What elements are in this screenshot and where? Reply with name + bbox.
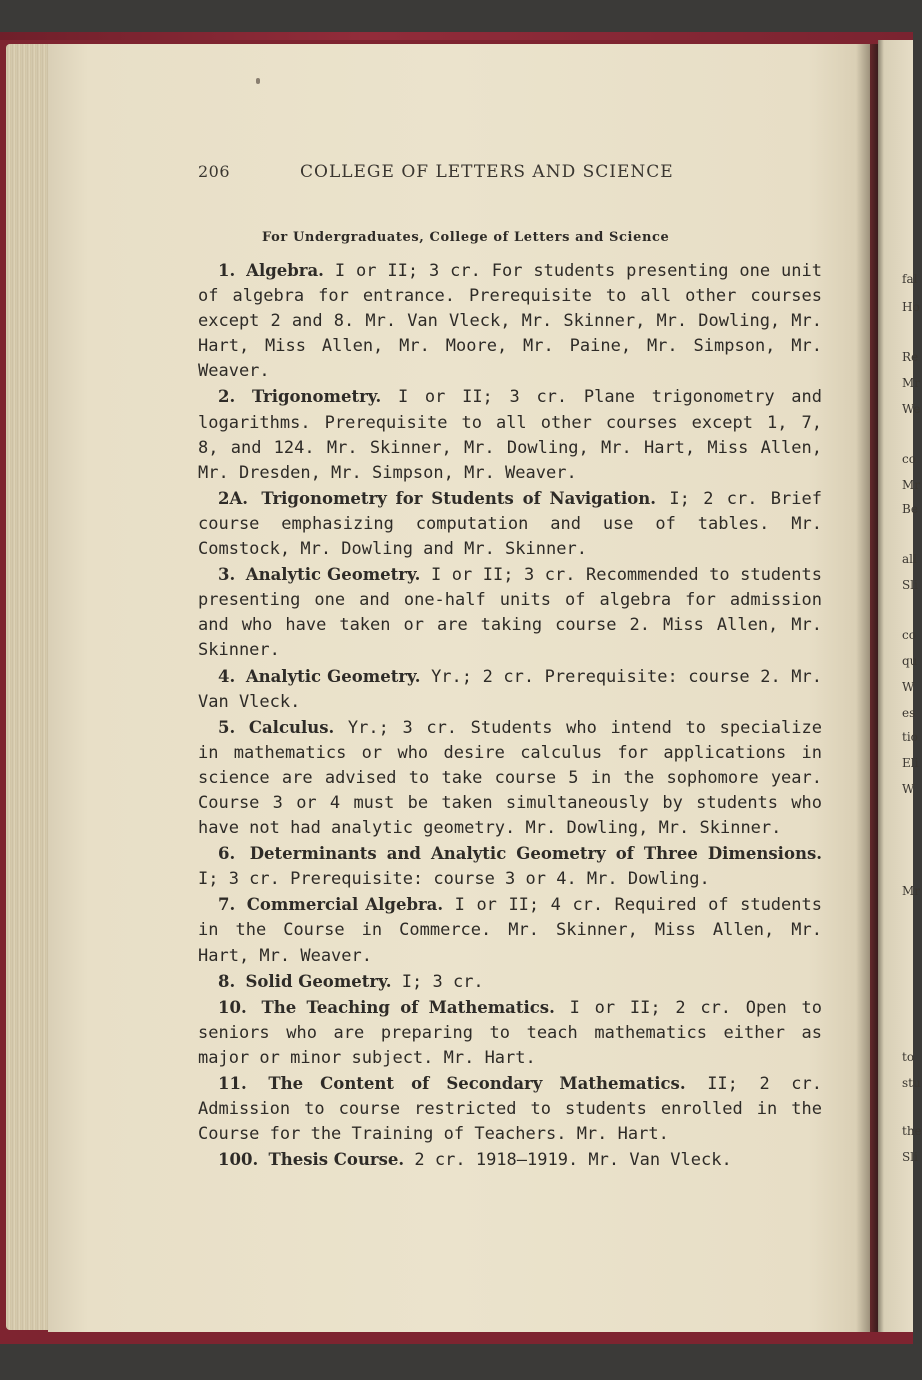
next-page-fragment: Eli	[902, 756, 919, 770]
course-number: 2.	[218, 387, 236, 407]
course-number: 6.	[218, 844, 236, 864]
course-entry	[198, 1147, 822, 1173]
next-page-fragment: Be	[902, 502, 918, 516]
cover-edge	[0, 32, 913, 40]
next-page-fragment: tio	[902, 730, 918, 744]
course-list	[198, 258, 822, 1173]
course-entry	[198, 841, 822, 892]
course-entry	[198, 384, 822, 485]
course-entry	[198, 258, 822, 384]
next-page-fragment: qu	[902, 654, 918, 668]
next-page-fragment: fal	[902, 272, 918, 286]
course-description: Yr.; 2 cr. Prerequisite: course 2. Mr. Van Vleck.	[198, 666, 822, 712]
next-page-fragment: co	[902, 628, 916, 642]
course-title: The Content of Secondary Mathematics.	[268, 1074, 686, 1093]
next-page-fragment: stu	[902, 1076, 921, 1090]
ink-speck	[256, 78, 260, 84]
course-number: 10.	[218, 997, 247, 1017]
course-title: Determinants and Analytic Geometry of Three Dimensions.	[249, 844, 822, 864]
course-entry	[198, 969, 822, 995]
header-title: COLLEGE OF LETTERS AND SCIENCE	[300, 162, 674, 182]
gutter-shadow	[856, 44, 878, 1332]
next-page-fragment: Sli	[902, 1150, 918, 1164]
course-entry	[198, 486, 822, 562]
next-page-fragment: co	[902, 452, 916, 466]
course-number: 3.	[218, 565, 236, 585]
course-number: 8.	[218, 971, 236, 991]
course-number: 4.	[218, 666, 236, 686]
next-page-fragment: Ho	[902, 300, 920, 314]
course-title: Analytic Geometry.	[245, 666, 421, 686]
course-entry	[198, 715, 822, 841]
course-description: I or II; 3 cr. Recommended to students presenting one and one-half units of algebra for admission and who have taken or are taking course 2. Miss Allen, Mr. Skinner.	[198, 565, 822, 661]
next-page-fragment: to	[902, 1050, 915, 1064]
course-title: Commercial Algebra.	[246, 895, 444, 915]
course-title: Analytic Geometry.	[245, 565, 421, 585]
running-header	[0, 160, 913, 186]
course-description: I or II; 3 cr. For students presenting one unit of algebra for entrance. Prerequisite to all other courses except 2 and 8. Mr. Van Vleck, Mr. Skinner, Mr. Dowling, Mr. Hart, Miss Allen, Mr. Moore, Mr. Paine, Mr. Simpson, Mr. Weaver.	[198, 261, 822, 382]
next-page-fragment: Mr	[902, 376, 921, 390]
course-entry	[198, 995, 822, 1071]
next-page-fragment: the	[902, 1124, 922, 1138]
next-page-fragment: We	[902, 402, 921, 416]
course-number: 100.	[218, 1150, 259, 1170]
course-description: II; 2 cr. Admission to course restricted to students enrolled in the Course for the Training of Teachers. Mr. Hart.	[198, 1074, 822, 1145]
course-title: Algebra.	[246, 261, 324, 280]
course-entry	[198, 664, 822, 715]
next-page-fragment: Re	[902, 350, 919, 364]
course-number: 2A.	[218, 488, 249, 508]
course-number: 11.	[218, 1074, 247, 1093]
next-page-fragment: W	[902, 782, 915, 796]
course-number: 1.	[218, 261, 236, 280]
course-title: Trigonometry for Students of Navigation.	[261, 488, 657, 508]
course-entry	[198, 1071, 822, 1147]
course-title: Thesis Course.	[268, 1150, 405, 1170]
next-page-fragment: Mr	[902, 884, 921, 898]
course-title: Solid Geometry.	[245, 971, 392, 991]
course-title: Calculus.	[248, 717, 335, 737]
next-page-fragment: es	[902, 706, 916, 720]
next-page-fragment: W	[902, 680, 915, 694]
page-number: 206	[198, 162, 231, 181]
course-description: I or II; 3 cr. Plane trigonometry and logarithms. Prerequisite to all other courses except 1, 7, 8, and 124. Mr. Skinner, Mr. Dowling, Mr. Hart, Miss Allen, Mr. Dresden, Mr. Simpson, Mr. Weaver.	[198, 387, 822, 483]
course-number: 5.	[218, 717, 236, 737]
course-description: I; 2 cr. Brief course emphasizing computation and use of tables. Mr. Comstock, Mr. Dowling and Mr. Skinner.	[198, 488, 822, 560]
course-description: I; 3 cr. Prerequisite: course 3 or 4. Mr. Dowling.	[198, 869, 710, 890]
next-page-fragment: Mr	[902, 478, 921, 492]
course-description: I; 3 cr.	[401, 971, 484, 992]
course-description: Yr.; 3 cr. Students who intend to specialize in mathematics or who desire calculus for applications in science are advised to take course 5 in the sophomore year. Course 3 or 4 must be taken simultaneously by students who have not had analytic geometry. Mr. Dowling, Mr. Skinner.	[198, 717, 822, 839]
course-number: 7.	[218, 895, 236, 915]
section-title: For Undergraduates, College of Letters and Science	[262, 230, 670, 245]
next-page-fragment: all	[902, 552, 917, 566]
course-title: The Teaching of Mathematics.	[261, 997, 555, 1017]
course-entry	[198, 892, 822, 968]
course-description: I or II; 2 cr. Open to seniors who are preparing to teach mathematics either as major or minor subject. Mr. Hart.	[198, 997, 822, 1068]
course-description: 2 cr. 1918–1919. Mr. Van Vleck.	[414, 1150, 732, 1171]
course-description: I or II; 4 cr. Required of students in the Course in Commerce. Mr. Skinner, Miss Allen, Mr. Hart, Mr. Weaver.	[198, 895, 822, 966]
page-edges	[6, 44, 48, 1330]
course-entry	[198, 562, 822, 663]
course-title: Trigonometry.	[251, 387, 382, 407]
next-page-fragment: Sli	[902, 578, 918, 592]
